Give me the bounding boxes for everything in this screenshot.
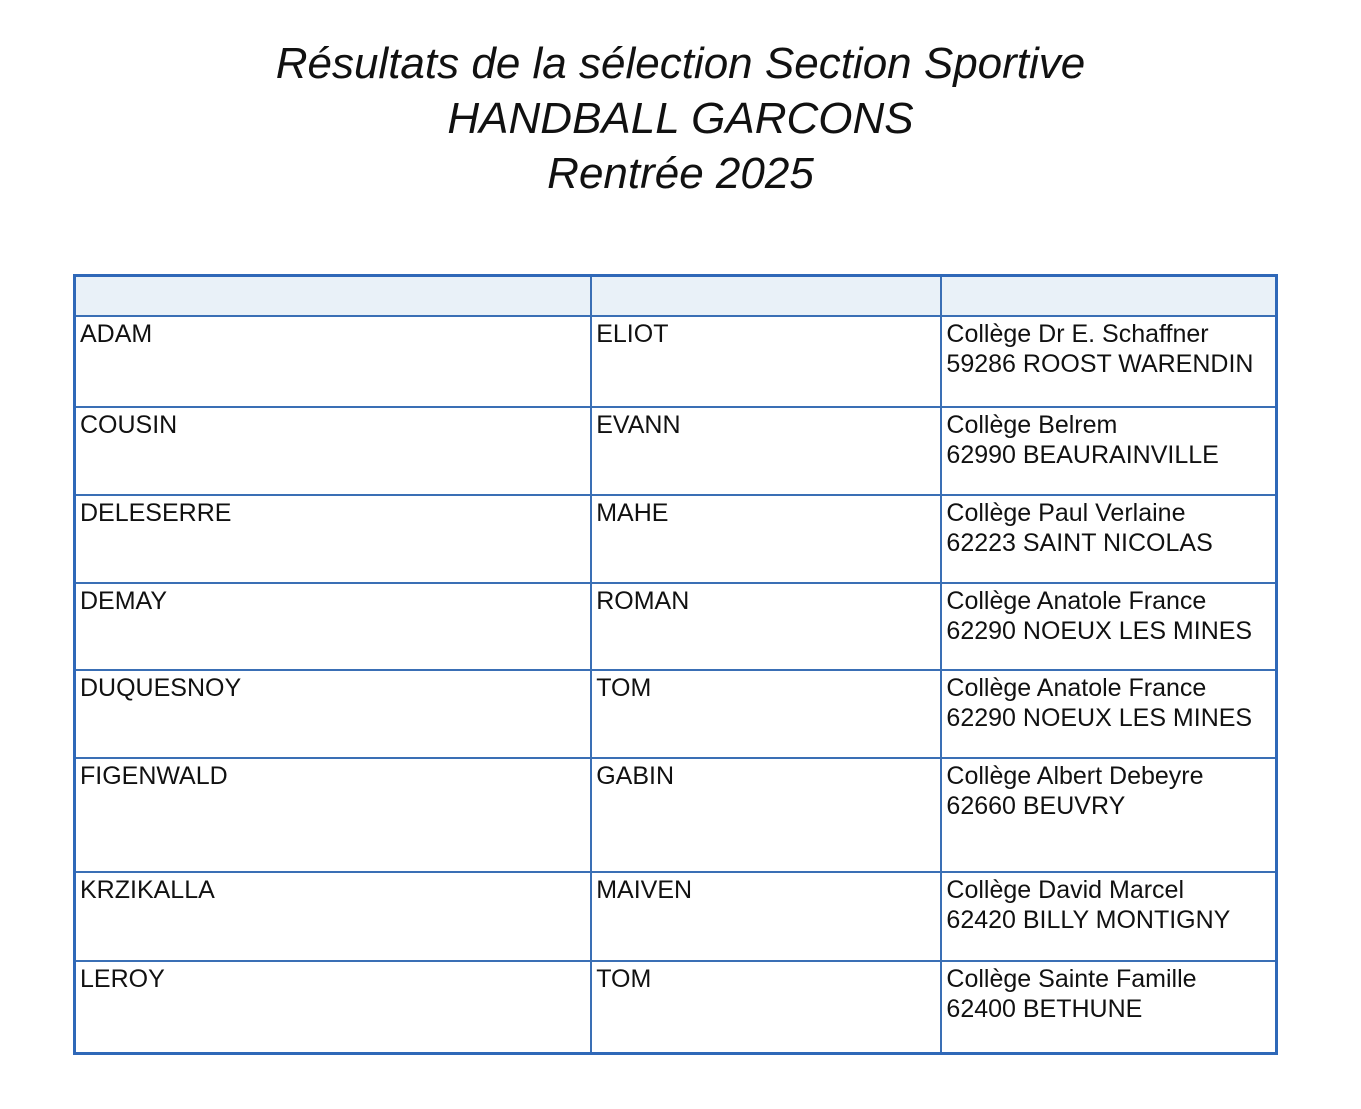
last-name-cell: DUQUESNOY (75, 670, 592, 758)
school-city: 62400 BETHUNE (946, 995, 1143, 1023)
last-name-cell: DELESERRE (75, 495, 592, 583)
school-name: Collège Sainte Famille (946, 965, 1197, 993)
school-cell (941, 407, 1276, 495)
school-city: 62420 BILLY MONTIGNY (946, 906, 1231, 934)
table-row (75, 495, 1277, 583)
first-name-cell: TOM (591, 961, 941, 1053)
school-cell (941, 316, 1276, 407)
school-cell (941, 495, 1276, 583)
school-city: 62223 SAINT NICOLAS (946, 529, 1213, 557)
last-name-cell: FIGENWALD (75, 758, 592, 872)
first-name-cell: EVANN (591, 407, 941, 495)
table-row (75, 316, 1277, 407)
title-line-3: Rentrée 2025 (547, 149, 814, 198)
school-name: Collège Albert Debeyre (946, 762, 1204, 790)
first-name-cell: ROMAN (591, 583, 941, 670)
table-row (75, 583, 1277, 670)
last-name-cell: ADAM (75, 316, 592, 407)
school-name: Collège David Marcel (946, 876, 1185, 904)
results-table (73, 274, 1278, 1055)
header-cell-last-name (75, 276, 592, 317)
school-city: 62290 NOEUX LES MINES (946, 704, 1253, 732)
last-name-cell: KRZIKALLA (75, 872, 592, 961)
first-name-cell: MAHE (591, 495, 941, 583)
school-cell (941, 961, 1276, 1053)
school-name: Collège Dr E. Schaffner (946, 320, 1209, 348)
last-name-cell: COUSIN (75, 407, 592, 495)
school-name: Collège Anatole France (946, 587, 1207, 615)
school-cell (941, 758, 1276, 872)
document-title (0, 36, 1361, 201)
first-name-cell: ELIOT (591, 316, 941, 407)
first-name-cell: TOM (591, 670, 941, 758)
school-cell (941, 872, 1276, 961)
title-line-2: HANDBALL GARCONS (447, 94, 914, 143)
table-row (75, 961, 1277, 1053)
school-city: 62990 BEAURAINVILLE (946, 441, 1219, 469)
school-city: 59286 ROOST WARENDIN (946, 350, 1254, 378)
table-row (75, 407, 1277, 495)
school-name: Collège Paul Verlaine (946, 499, 1186, 527)
last-name-cell: LEROY (75, 961, 592, 1053)
first-name-cell: GABIN (591, 758, 941, 872)
table-row (75, 670, 1277, 758)
table-header-row (75, 276, 1277, 317)
school-city: 62290 NOEUX LES MINES (946, 617, 1253, 645)
table-row (75, 872, 1277, 961)
school-cell (941, 583, 1276, 670)
header-cell-first-name (591, 276, 941, 317)
school-name: Collège Belrem (946, 411, 1118, 439)
last-name-cell: DEMAY (75, 583, 592, 670)
school-city: 62660 BEUVRY (946, 792, 1126, 820)
school-name: Collège Anatole France (946, 674, 1207, 702)
header-cell-school (941, 276, 1276, 317)
title-line-1: Résultats de la sélection Section Sportive (275, 39, 1086, 88)
school-cell (941, 670, 1276, 758)
first-name-cell: MAIVEN (591, 872, 941, 961)
table-row (75, 758, 1277, 872)
